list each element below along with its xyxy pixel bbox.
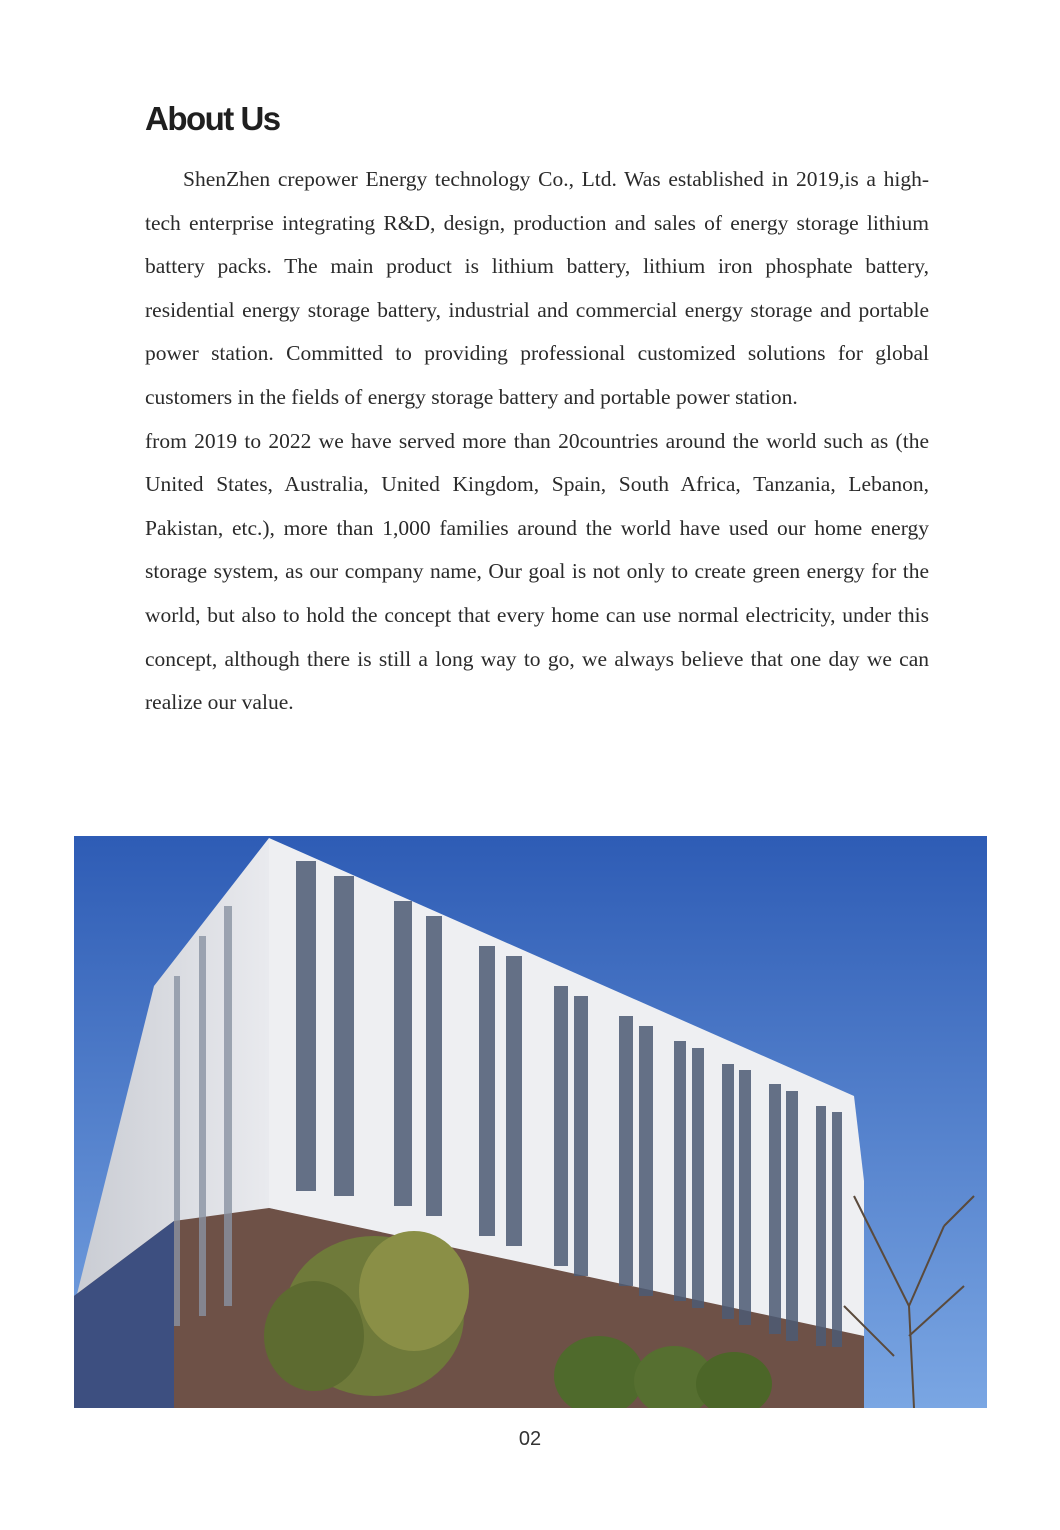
page-title: About Us [145, 100, 280, 137]
intro-paragraph: ShenZhen crepower Energy technology Co., Ltd. Was established in 2019,is a high-tech enterprise integrating R&D, design, production and sales of energy storage lithium battery packs. The main product is lithium battery, lithium iron phosphate battery, residential energy storage battery, industrial and commercial energy storage and portable power station. Committed to providing professional customized solutions for global customers in the fields of energy storage battery and portable power station. [145, 167, 929, 409]
company-building-photo [74, 836, 987, 1408]
page-number: 02 [518, 1428, 542, 1450]
history-paragraph: from 2019 to 2022 we have served more than 20countries around the world such as (the United States, Australia, United Kingdom, Spain, South Africa, Tanzania, Lebanon, Pakistan, etc.), more than 1,000 families around the world have used our home energy storage system, as our company name, Our goal is not only to create green energy for the world, but also to hold the concept that every home can use normal electricity, under this concept, although there is still a long way to go, we always believe that one day we can realize our value. [145, 428, 929, 715]
about-text [145, 158, 929, 725]
